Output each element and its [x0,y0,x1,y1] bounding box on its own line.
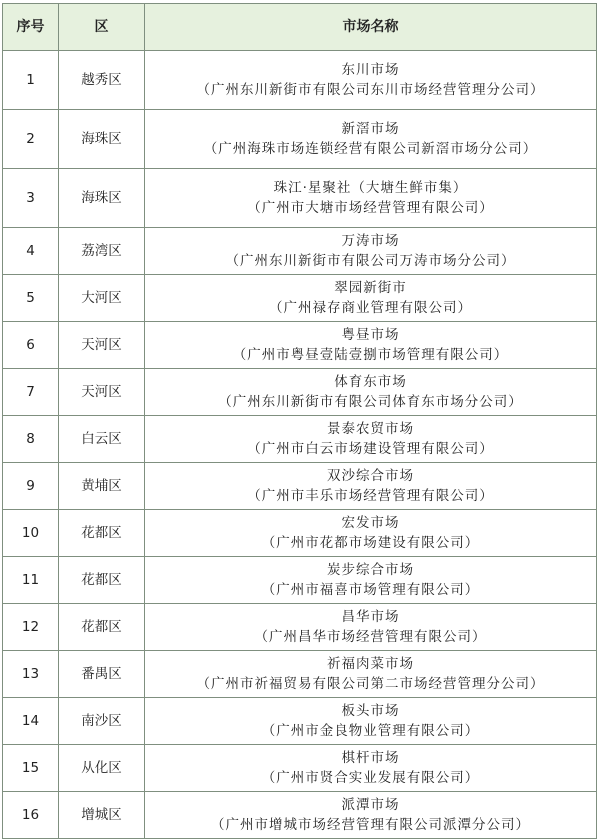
company-name: （广州东川新街市有限公司体育东市场分公司） [218,394,523,410]
market-name: 珠江·星聚社（大塘生鲜市集） [273,180,468,196]
row-market [145,557,597,604]
row-district: 海珠区 [59,110,145,169]
row-market [145,651,597,698]
row-no: 7 [3,369,59,416]
market-table [2,3,597,839]
row-market [145,745,597,792]
company-name: （广州市粤昼壹陆壹捌市场管理有限公司） [232,347,509,363]
company-name: （广州禄存商业管理有限公司） [269,300,472,316]
table-row [3,463,597,510]
market-name: 粤昼市场 [341,327,400,343]
row-district: 海珠区 [59,169,145,228]
row-market [145,369,597,416]
table-row [3,322,597,369]
row-market [145,169,597,228]
table-row [3,169,597,228]
table-row [3,51,597,110]
company-name: （广州市大塘市场经营管理有限公司） [247,200,494,216]
table-row [3,110,597,169]
table-row [3,275,597,322]
row-district: 天河区 [59,322,145,369]
company-name: （广州市祈福贸易有限公司第二市场经营管理分公司） [196,676,545,692]
row-district: 大河区 [59,275,145,322]
row-market [145,416,597,463]
market-name: 翠园新街市 [334,280,407,296]
row-district: 从化区 [59,745,145,792]
row-market [145,275,597,322]
company-name: （广州市丰乐市场经营管理有限公司） [247,488,494,504]
row-market [145,463,597,510]
row-market [145,510,597,557]
company-name: （广州东川新街市有限公司东川市场经营管理分公司） [196,82,545,98]
market-name: 炭步综合市场 [327,562,414,578]
market-name: 东川市场 [341,62,400,78]
row-no: 3 [3,169,59,228]
row-market [145,792,597,839]
market-name: 双沙综合市场 [327,468,414,484]
row-market [145,51,597,110]
row-district: 南沙区 [59,698,145,745]
company-name: （广州市花都市场建设有限公司） [261,535,480,551]
market-name: 新滘市场 [341,121,400,137]
row-district: 花都区 [59,510,145,557]
row-no: 16 [3,792,59,839]
header-no: 序号 [3,4,59,51]
row-district: 越秀区 [59,51,145,110]
row-no: 12 [3,604,59,651]
market-name: 板头市场 [341,703,400,719]
row-no: 10 [3,510,59,557]
table-row [3,651,597,698]
market-name: 宏发市场 [341,515,400,531]
row-no: 8 [3,416,59,463]
row-district: 荔湾区 [59,228,145,275]
row-no: 1 [3,51,59,110]
row-district: 花都区 [59,604,145,651]
row-market [145,322,597,369]
row-no: 13 [3,651,59,698]
market-name: 体育东市场 [334,374,407,390]
row-district: 黄埔区 [59,463,145,510]
table-row [3,792,597,839]
row-market [145,698,597,745]
row-market [145,110,597,169]
row-market [145,228,597,275]
table-row [3,416,597,463]
row-no: 5 [3,275,59,322]
table-row [3,369,597,416]
row-district: 白云区 [59,416,145,463]
table-row [3,698,597,745]
row-district: 花都区 [59,557,145,604]
market-name: 棋杆市场 [341,750,400,766]
row-no: 2 [3,110,59,169]
company-name: （广州市金良物业管理有限公司） [261,723,480,739]
row-no: 4 [3,228,59,275]
row-no: 6 [3,322,59,369]
market-name: 派潭市场 [341,797,400,813]
table-row [3,557,597,604]
header-row [3,4,597,51]
table-row [3,745,597,792]
company-name: （广州昌华市场经营管理有限公司） [254,629,487,645]
header-market-name: 市场名称 [145,4,597,51]
company-name: （广州市白云市场建设管理有限公司） [247,441,494,457]
company-name: （广州海珠市场连锁经营有限公司新滘市场分公司） [203,141,538,157]
market-name: 景泰农贸市场 [327,421,414,437]
market-name: 昌华市场 [341,609,400,625]
company-name: （广州市福喜市场管理有限公司） [261,582,480,598]
table-row [3,228,597,275]
row-no: 9 [3,463,59,510]
row-district: 增城区 [59,792,145,839]
header-district: 区 [59,4,145,51]
company-name: （广州市贤合实业发展有限公司） [261,770,480,786]
company-name: （广州东川新街市有限公司万涛市场分公司） [225,253,516,269]
row-no: 14 [3,698,59,745]
row-no: 15 [3,745,59,792]
row-no: 11 [3,557,59,604]
row-district: 天河区 [59,369,145,416]
market-name: 万涛市场 [341,233,400,249]
market-name: 祈福肉菜市场 [327,656,414,672]
row-market [145,604,597,651]
row-district: 番禺区 [59,651,145,698]
company-name: （广州市增城市场经营管理有限公司派潭分公司） [211,817,530,833]
table-row [3,510,597,557]
table-row [3,604,597,651]
